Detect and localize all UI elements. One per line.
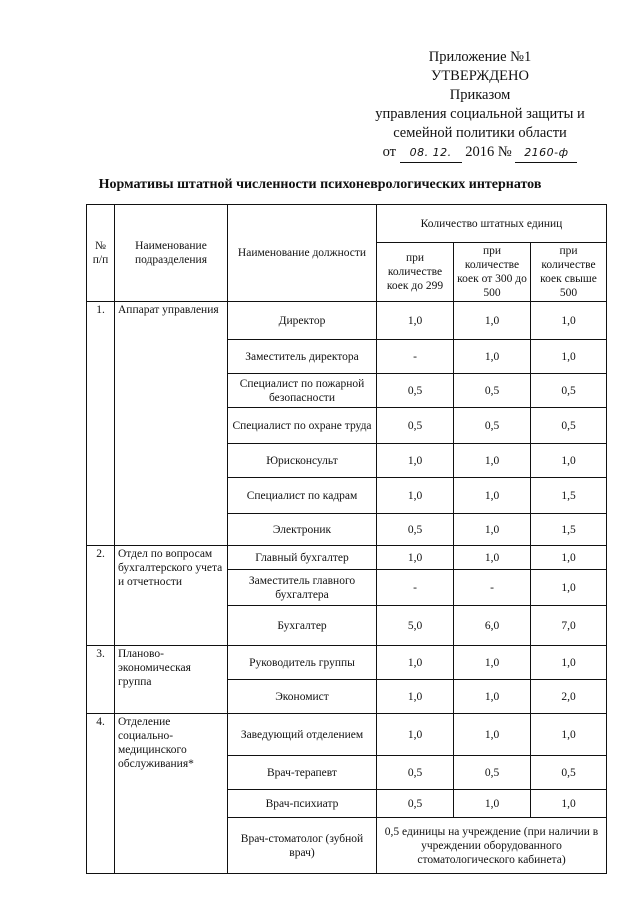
value-cell-col3: 0,5 [531, 408, 607, 444]
group-number: 4. [87, 714, 115, 874]
approved-label: УТВЕРЖДЕНО [431, 68, 529, 84]
value-cell-col3: 1,0 [531, 340, 607, 374]
position-name: Экономист [228, 680, 377, 714]
value-cell-col2: 1,0 [454, 790, 531, 818]
value-cell-col3: 7,0 [531, 606, 607, 646]
value-cell-col3: 1,0 [531, 646, 607, 680]
from-label: от [382, 144, 397, 160]
value-cell-col2: 0,5 [454, 756, 531, 790]
value-cell-col2: 1,0 [454, 680, 531, 714]
position-name: Электроник [228, 514, 377, 546]
position-name: Врач-психиатр [228, 790, 377, 818]
header-col-over-500: при количестве коек свыше 500 [531, 243, 607, 302]
handwritten-date: 08. 12. [400, 143, 462, 163]
department-name: Планово-экономическая группа [115, 646, 228, 714]
value-cell-col1: 0,5 [377, 514, 454, 546]
value-cell-col3: 1,0 [531, 302, 607, 340]
position-name: Врач-терапевт [228, 756, 377, 790]
value-cell-col1: 1,0 [377, 680, 454, 714]
order-label: Приказом [449, 87, 511, 103]
value-cell-col2: 1,0 [454, 514, 531, 546]
table-row [87, 546, 607, 570]
table-body [87, 302, 607, 874]
merged-value-cell: 0,5 единицы на учреждение (при наличии в учреждении оборудованного стоматологического кабинета) [377, 818, 607, 874]
position-name: Врач-стоматолог (зубной врач) [228, 818, 377, 874]
department-name: Аппарат управления [115, 302, 228, 546]
value-cell-col2: 1,0 [454, 302, 531, 340]
document-title: Нормативы штатной численности психоневрологических интернатов [98, 177, 542, 192]
header-num: № п/п [87, 205, 115, 302]
authority-line-2: семейной политики области [393, 125, 567, 141]
value-cell-col3: 1,5 [531, 478, 607, 514]
value-cell-col3: 0,5 [531, 374, 607, 408]
group-number: 1. [87, 302, 115, 546]
value-cell-col1: - [377, 570, 454, 606]
position-name: Специалист по пожарной безопасности [228, 374, 377, 408]
value-cell-col2: 1,0 [454, 444, 531, 478]
value-cell-col1: 1,0 [377, 478, 454, 514]
value-cell-col2: 0,5 [454, 408, 531, 444]
handwritten-number: 2160-ф [515, 143, 577, 163]
header-col-300-500: при количестве коек от 300 до 500 [454, 243, 531, 302]
approval-block [355, 48, 605, 163]
value-cell-col2: 1,0 [454, 714, 531, 756]
value-cell-col3: 1,0 [531, 570, 607, 606]
number-label: № [497, 144, 512, 160]
order-year: 2016 [465, 144, 495, 160]
value-cell-col2: 1,0 [454, 546, 531, 570]
value-cell-col1: 5,0 [377, 606, 454, 646]
position-name: Юрисконсульт [228, 444, 377, 478]
value-cell-col1: 0,5 [377, 374, 454, 408]
position-name: Специалист по кадрам [228, 478, 377, 514]
value-cell-col3: 1,0 [531, 790, 607, 818]
table-row [87, 714, 607, 756]
value-cell-col2: 1,0 [454, 340, 531, 374]
value-cell-col1: - [377, 340, 454, 374]
value-cell-col1: 1,0 [377, 714, 454, 756]
table-row [87, 646, 607, 680]
position-name: Руководитель группы [228, 646, 377, 680]
order-date-line [355, 143, 605, 163]
value-cell-col2: 6,0 [454, 606, 531, 646]
value-cell-col3: 1,0 [531, 714, 607, 756]
value-cell-col3: 1,0 [531, 546, 607, 570]
value-cell-col3: 0,5 [531, 756, 607, 790]
position-name: Специалист по охране труда [228, 408, 377, 444]
position-name: Заместитель директора [228, 340, 377, 374]
value-cell-col2: 1,0 [454, 478, 531, 514]
value-cell-col1: 1,0 [377, 444, 454, 478]
group-number: 3. [87, 646, 115, 714]
value-cell-col1: 0,5 [377, 790, 454, 818]
value-cell-col2: 0,5 [454, 374, 531, 408]
value-cell-col3: 1,5 [531, 514, 607, 546]
table-row [87, 302, 607, 340]
header-department: Наименование подразделения [115, 205, 228, 302]
staffing-norms-table [86, 204, 607, 874]
header-quantity: Количество штатных единиц [377, 205, 607, 243]
position-name: Директор [228, 302, 377, 340]
header-col-up-to-299: при количестве коек до 299 [377, 243, 454, 302]
group-number: 2. [87, 546, 115, 646]
authority-line-1: управления социальной защиты и [375, 106, 585, 122]
value-cell-col3: 1,0 [531, 444, 607, 478]
position-name: Заместитель главного бухгалтера [228, 570, 377, 606]
value-cell-col2: - [454, 570, 531, 606]
appendix-label: Приложение №1 [428, 49, 532, 65]
value-cell-col1: 1,0 [377, 646, 454, 680]
value-cell-col1: 1,0 [377, 546, 454, 570]
value-cell-col1: 0,5 [377, 408, 454, 444]
department-name: Отделение социально-медицинского обслуживания* [115, 714, 228, 874]
header-position: Наименование должности [228, 205, 377, 302]
value-cell-col1: 0,5 [377, 756, 454, 790]
position-name: Бухгалтер [228, 606, 377, 646]
value-cell-col2: 1,0 [454, 646, 531, 680]
value-cell-col3: 2,0 [531, 680, 607, 714]
position-name: Заведующий отделением [228, 714, 377, 756]
position-name: Главный бухгалтер [228, 546, 377, 570]
department-name: Отдел по вопросам бухгалтерского учета и отчетности [115, 546, 228, 646]
value-cell-col1: 1,0 [377, 302, 454, 340]
